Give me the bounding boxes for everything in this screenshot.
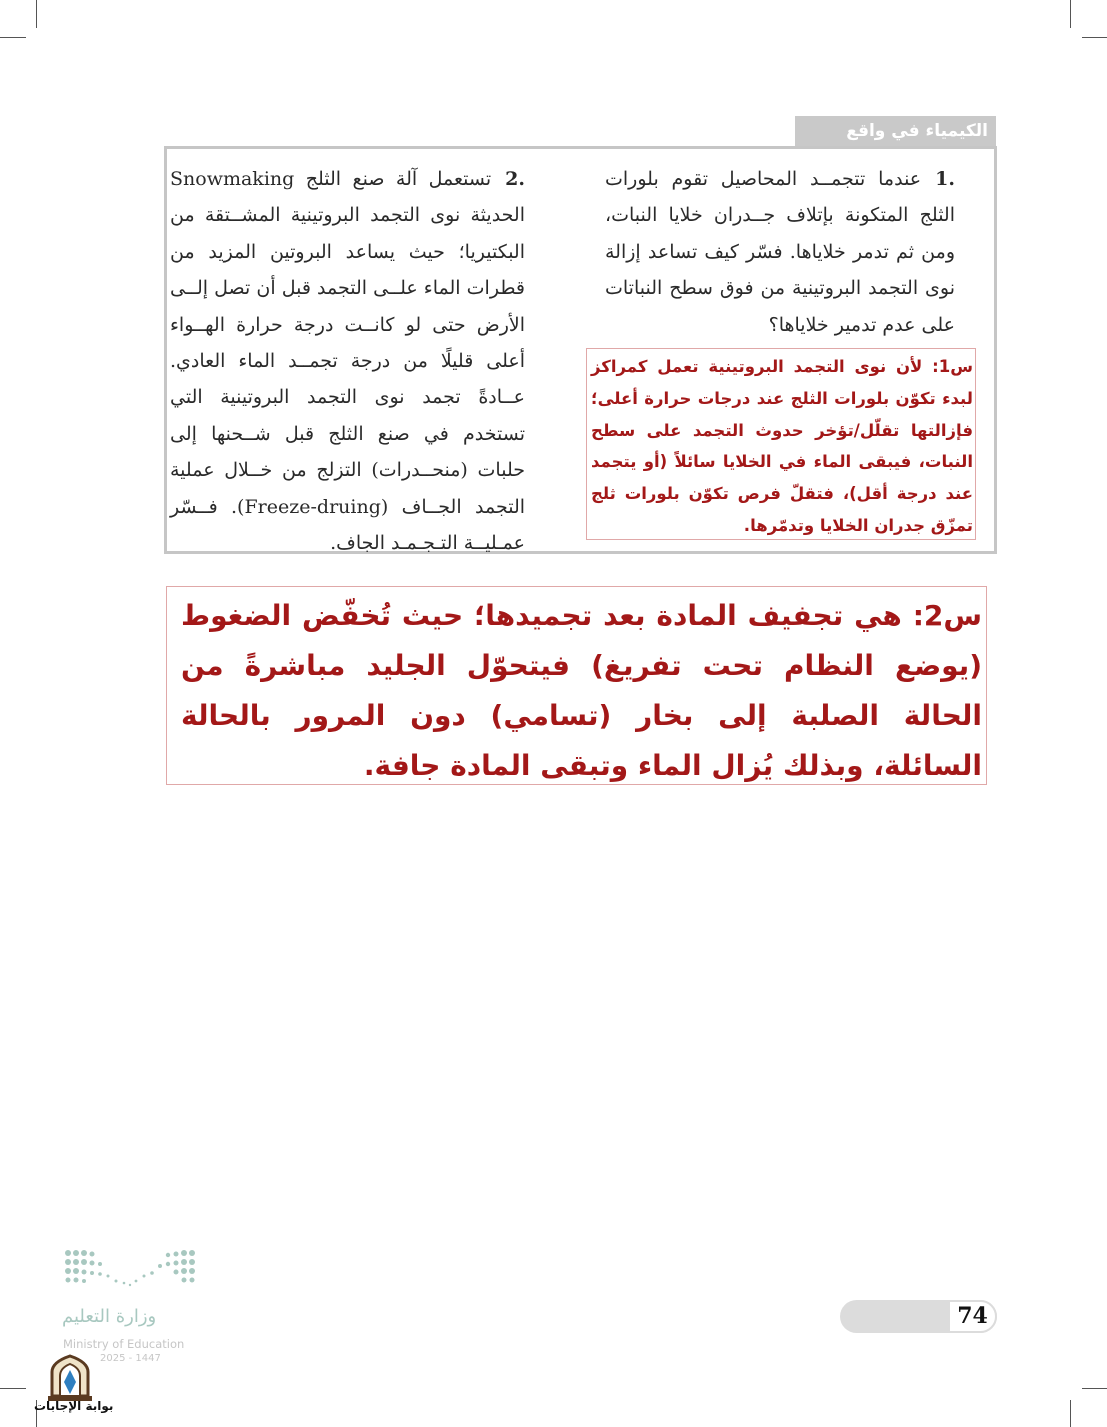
question-number: .2	[505, 168, 525, 190]
crop-mark	[0, 37, 26, 38]
answer-label: س2:	[912, 599, 983, 632]
section-tab-title: الكيمياء في واقع الحياة	[795, 116, 996, 146]
page-number: 74	[948, 1300, 997, 1333]
question-2	[170, 161, 525, 561]
question-1	[605, 161, 955, 343]
question-text: تستعمل آلة صنع الثلج Snowmaking الحديثة نوى التجمد البروتينية المشــتقة من البكتيريا؛ حيث يساعد البروتين المزيد من قطرات الماء علــى التجمد قبل أن تصل إلــى الأرض حتى لو كانــت درجة حرارة الهــواء أعلى قليلًا من درجة تجمــد الماء العادي. عــادةً تجمد نوى التجمد البروتينية التي تستخدم في صنع الثلج قبل شــحنها إلى حلبات (منحــدرات) التزلج من خــلال عملية التجمد الجــاف (Freeze-druing). فــسّر عمـليــة التـجـمـد الجاف.	[170, 168, 526, 555]
answer-2-box	[166, 586, 987, 785]
answer-label: س1:	[932, 357, 973, 376]
question-number: .1	[935, 168, 955, 190]
ministry-year: 2025 - 1447	[100, 1353, 161, 1364]
crop-mark	[1070, 1400, 1071, 1427]
crop-mark	[1082, 1388, 1107, 1389]
crop-mark	[36, 0, 37, 28]
question-text: عندما تتجمــد المحاصيل تقوم بلورات الثلج المتكونة بإتلاف جــدران خلايا النبات، ومن ثم تدمر خلاياها. فسّر كيف تساعد إزالة نوى التجمد البروتينية من فوق سطح النباتات على عدم تدمير خلاياها؟	[605, 168, 955, 336]
answer-1-box	[586, 348, 976, 540]
crop-mark	[0, 1388, 26, 1389]
answer-text: لأن نوى التجمد البروتينية تعمل كمراكز لبدء تكوّن بلورات الثلج عند درجات حرارة أعلى؛ فإزالتها تقلّل/تؤخر حدوث التجمد على سطح النبات، فيبقى الماء في الخلايا سائلاً (أو يتجمد عند درجة أقل)، فتقلّ فرص تكوّن بلورات ثلج تمزّق جدران الخلايا وتدمّرها.	[591, 357, 973, 535]
ministry-name-english: Ministry of Education	[63, 1337, 185, 1351]
ministry-name-arabic: وزارة التعليم	[62, 1306, 157, 1327]
crop-mark	[1082, 37, 1107, 38]
portal-label: بوابة الإجابات	[34, 1399, 114, 1413]
answer-text: هي تجفيف المادة بعد تجميدها؛ حيث تُخفّض الضغوط (يوضع النظام تحت تفريغ) فيتحوّل الجليد مباشرةً من الحالة الصلبة إلى بخار (تسامي) دون المرور بالحالة السائلة، وبذلك يُزال الماء وتبقى المادة جافة.	[181, 599, 982, 782]
crop-mark	[1070, 0, 1071, 28]
